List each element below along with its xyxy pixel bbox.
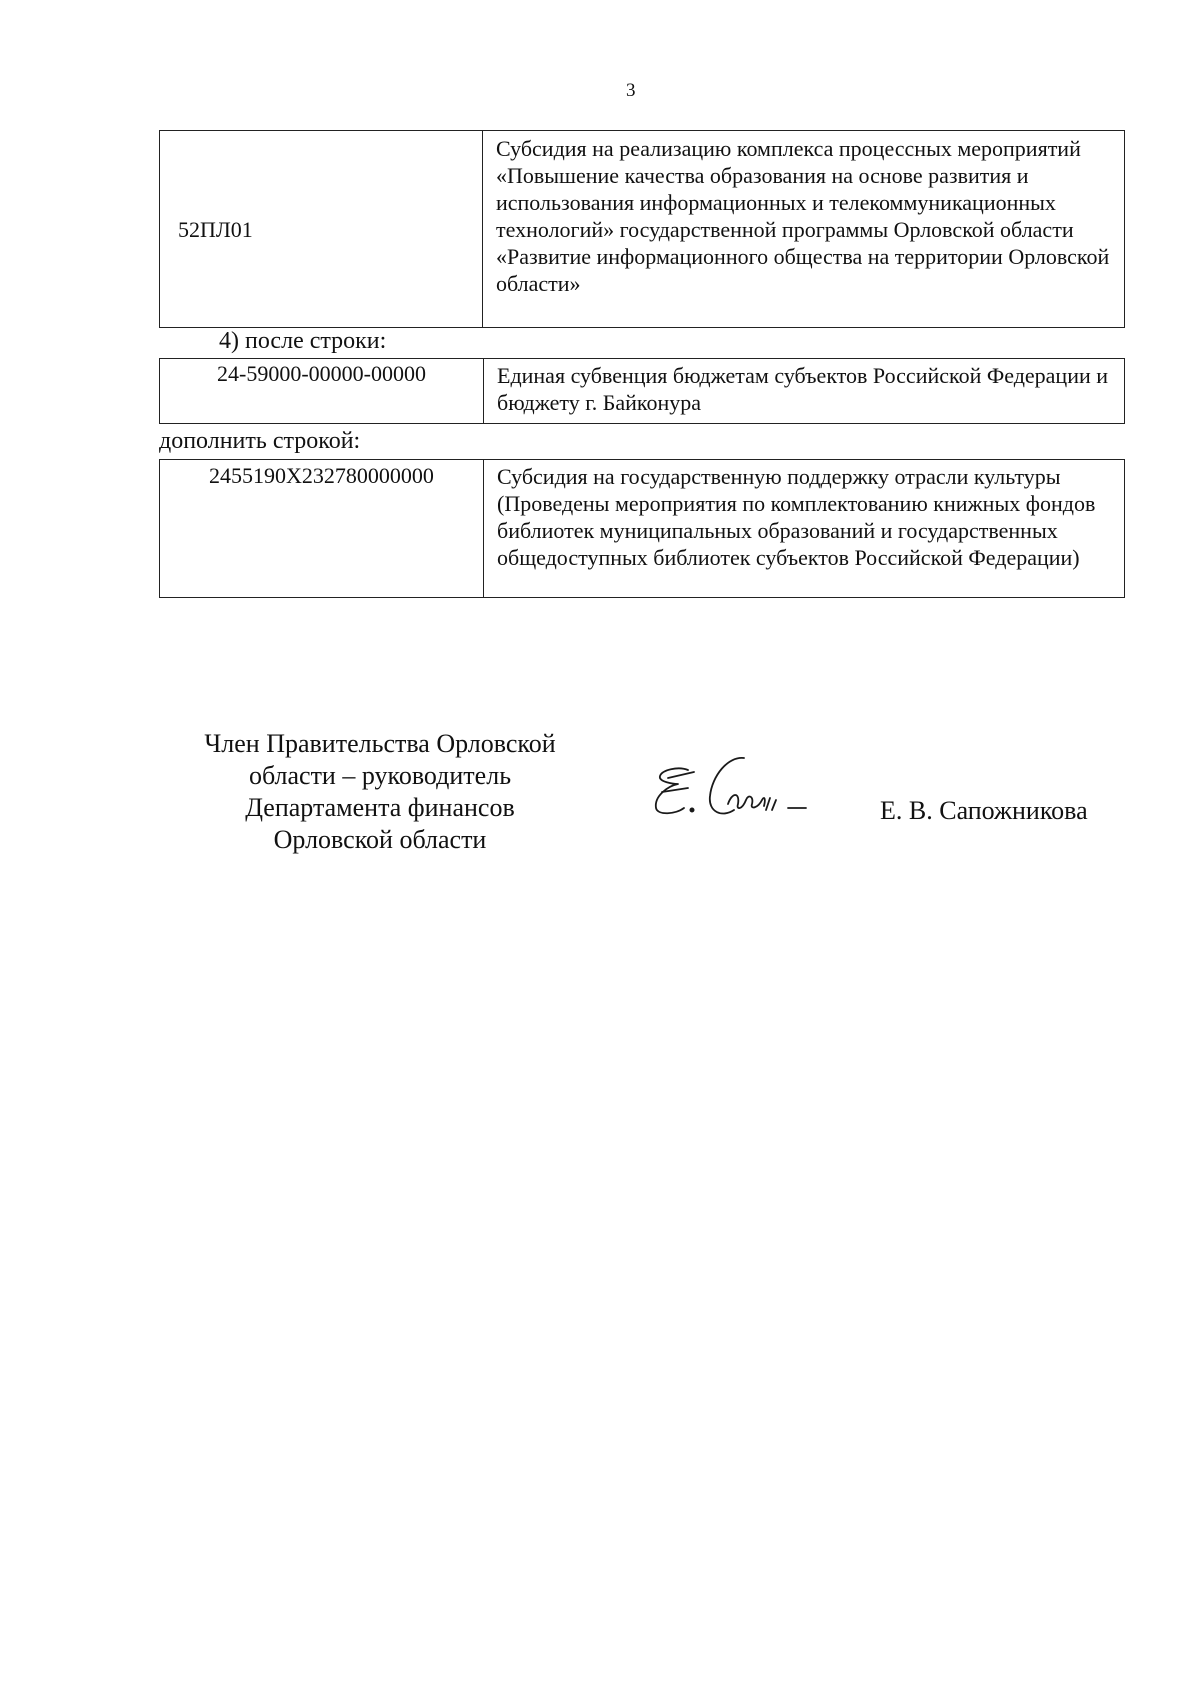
table-row xyxy=(160,359,1125,424)
signer-title-line: Департамента финансов xyxy=(245,793,515,822)
budget-code-cell: 2455190X232780000000 xyxy=(160,460,484,598)
handwritten-signature-icon xyxy=(648,752,828,832)
signer-title-line: Член Правительства Орловской xyxy=(204,729,556,758)
signer-name: Е. В. Сапожникова xyxy=(880,796,1088,825)
table-row xyxy=(160,460,1125,598)
budget-code-table-existing xyxy=(159,130,1125,328)
instruction-after-row: 4) после строки: xyxy=(219,328,387,354)
budget-description-cell: Единая субвенция бюджетам субъектов Российской Федерации и бюджету г. Байконура xyxy=(484,359,1125,424)
budget-code-table-reference xyxy=(159,358,1125,424)
budget-code-cell: 24-59000-00000-00000 xyxy=(160,359,484,424)
signer-title-line: области – руководитель xyxy=(248,761,512,790)
budget-description-cell: Субсидия на государственную поддержку отрасли культуры (Проведены мероприятия по комплектованию книжных фондов библиотек муниципальных образований и государственных общедоступных библиотек субъектов Российской Федерации) xyxy=(484,460,1125,598)
budget-description-cell: Субсидия на реализацию комплекса процессных мероприятий «Повышение качества образования на основе развития и использования информационных и телекоммуникационных технологий» государственной программы Орловской области «Развитие информационного общества на территории Орловской области» xyxy=(483,131,1125,328)
page-number: 3 xyxy=(626,80,636,101)
budget-code-table-added xyxy=(159,459,1125,598)
budget-code-cell: 52ПЛ01 xyxy=(160,131,483,328)
table-row xyxy=(160,131,1125,328)
instruction-add-row: дополнить строкой: xyxy=(159,428,361,454)
signer-title-line: Орловской области xyxy=(273,825,487,854)
signer-title xyxy=(160,728,600,856)
